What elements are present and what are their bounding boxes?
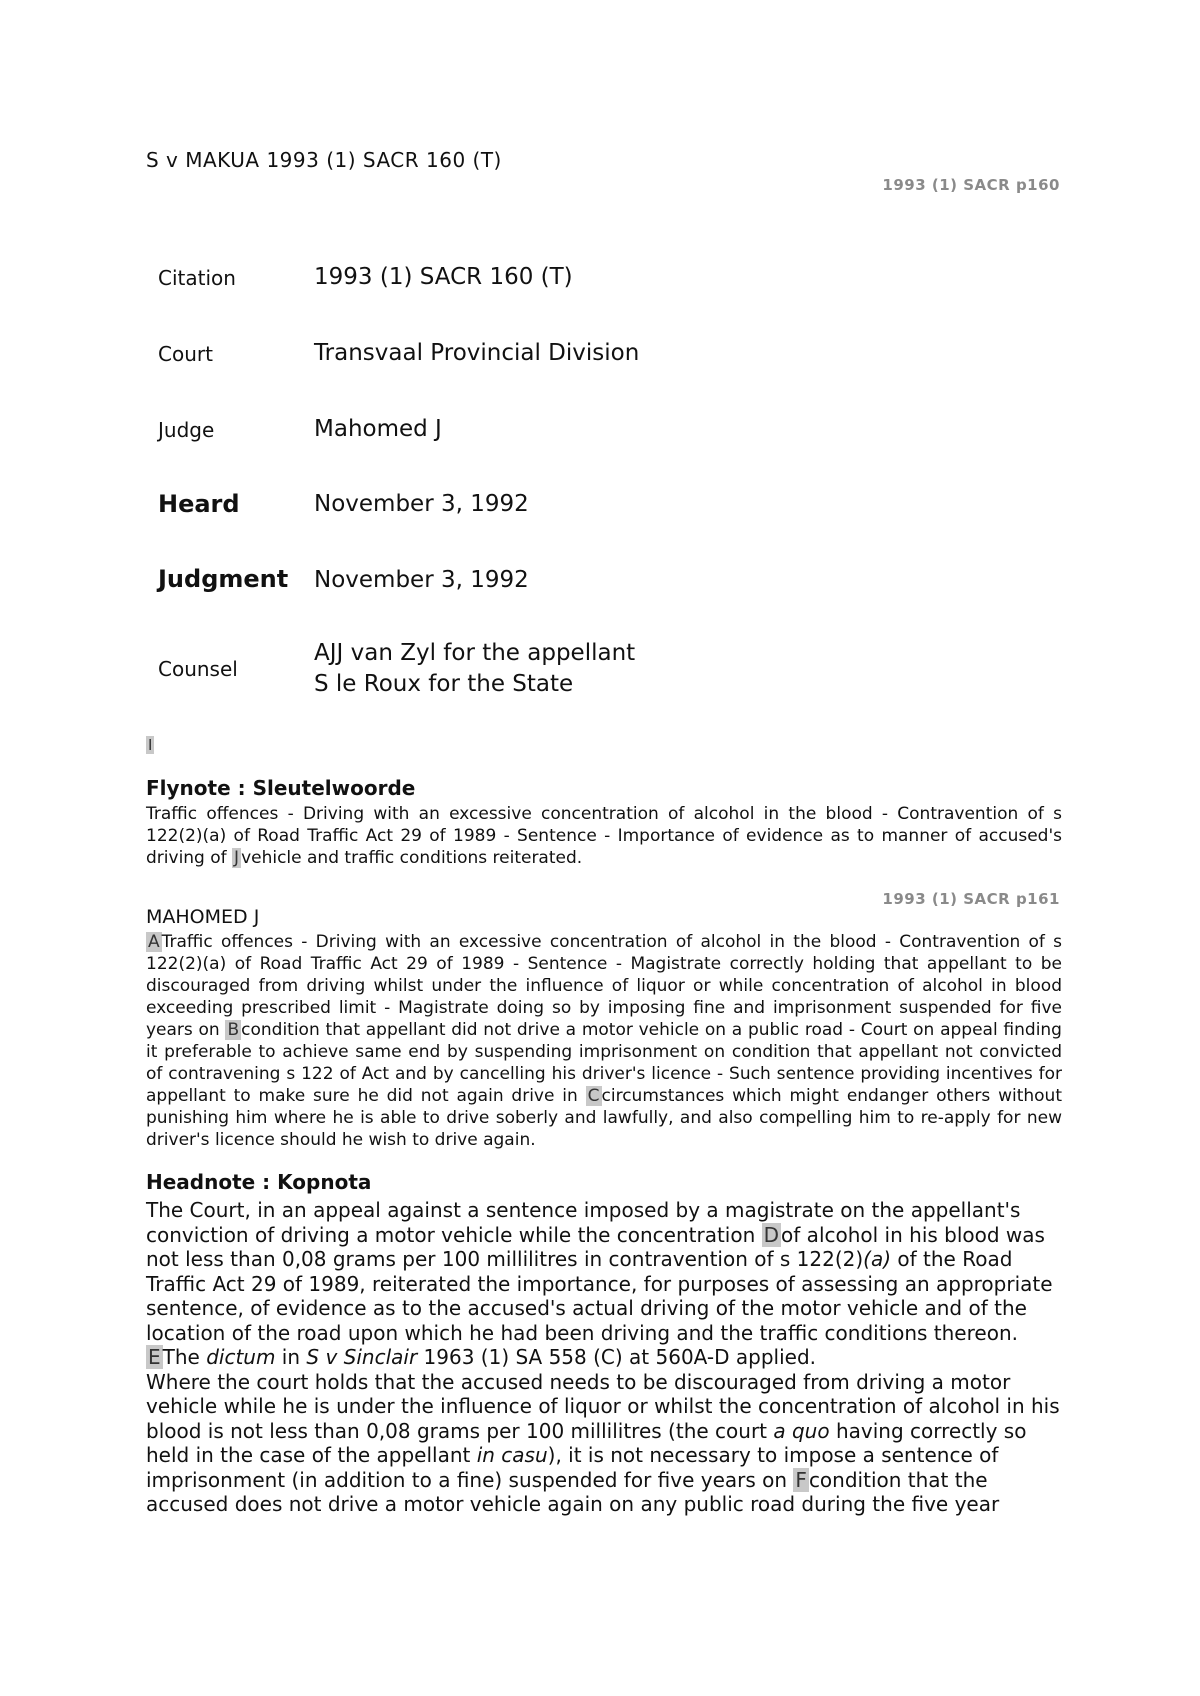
citation-value: 1993 (1) SACR 160 (T)	[314, 264, 573, 290]
heard-value: November 3, 1992	[314, 491, 529, 517]
judgment-label: Judgment	[158, 565, 289, 593]
headnote-paragraph-3: Where the court holds that the accused needs to be discouraged from driving a motor vehicle while he is under the influence of liquor or whilst the concentration of alcohol in his blood is not less than 0,08 grams per 100 millilitres (the court a quo having correctly so held in the case of the appellant in casu), it is not necessary to impose a sentence of imprisonment (in addition to a fine) suspended for five years on F condition that the accused does not drive a motor vehicle again on any public road during the five year	[146, 1369, 1060, 1516]
counsel-appellant: AJJ van Zyl for the appellant	[314, 640, 636, 666]
court-value: Transvaal Provincial Division	[314, 340, 640, 366]
heard-label: Heard	[158, 490, 240, 518]
margin-marker-f: F	[795, 1467, 807, 1492]
judge-label: Judge	[158, 418, 215, 442]
margin-marker-b: B	[227, 1020, 240, 1040]
counsel-label: Counsel	[158, 657, 238, 681]
judge-value: Mahomed J	[314, 416, 442, 442]
margin-marker-d: D	[763, 1222, 780, 1247]
case-title: S v MAKUA 1993 (1) SACR 160 (T)	[146, 148, 502, 172]
headnote-paragraph-2: E The dictum in S v Sinclair 1963 (1) SA 558 (C) at 560A-D applied.	[148, 1345, 816, 1369]
summary-text: A Traffic offences - Driving with an excessive concentration of alcohol in the blood - Contravention of s 122(2)(a) of Road Traffic Act 29 of 1989 - Sentence - Magistrate correctly holding that appellant to be discouraged from driving whilst under the influence of liquor or while concentration of alcohol in blood exceeding prescribed limit - Magistrate doing so by imposing fine and imprisonment suspended for five years on B condition that appellant did not drive a motor vehicle on a public road - Court on appeal finding it preferable to achieve same end by suspending imprisonment on condition that appellant not convicted of contravening s 122 of Act and by cancelling his driver's licence - Such sentence providing incentives for appellant to make sure he did not again drive in C circumstances which might endanger others without punishing him where he is able to drive soberly and lawfully, and also compelling him to re-apply for new driver's licence should he wish to drive again.	[146, 932, 1063, 1150]
judgment-value: November 3, 1992	[314, 567, 529, 593]
citation-label: Citation	[158, 266, 236, 290]
judge-line: MAHOMED J	[146, 906, 260, 928]
margin-marker-e: E	[148, 1345, 161, 1369]
page-reference-p161: 1993 (1) SACR p161	[882, 890, 1060, 908]
counsel-value	[314, 638, 635, 700]
court-label: Court	[158, 342, 213, 366]
counsel-state: S le Roux for the State	[314, 671, 574, 697]
headnote-heading: Headnote : Kopnota	[146, 1170, 372, 1194]
margin-marker-i: I	[148, 736, 153, 754]
page-reference-p160: 1993 (1) SACR p160	[882, 176, 1060, 194]
headnote-paragraph-1: The Court, in an appeal against a sentence imposed by a magistrate on the appellant's conviction of driving a motor vehicle while the concentration D of alcohol in his blood was not less than 0,08 grams per 100 millilitres in contravention of s 122(2)(a) of the Road Traffic Act 29 of 1989, reiterated the importance, for purposes of assessing an appropriate sentence, of evidence as to the accused's actual driving of the motor vehicle and of the location of the road upon which he had been driving and the traffic conditions thereon.	[146, 1198, 1053, 1345]
margin-marker-j: J	[234, 848, 240, 868]
flynote-text: Traffic offences - Driving with an excessive concentration of alcohol in the blood - Contravention of s 122(2)(a) of Road Traffic Act 29 of 1989 - Sentence - Importance of evidence as to manner of accused's driving of J vehicle and traffic conditions reiterated.	[146, 804, 1062, 868]
margin-marker-a: A	[148, 932, 160, 952]
margin-marker-c: C	[587, 1086, 600, 1106]
flynote-heading: Flynote : Sleutelwoorde	[146, 776, 416, 800]
headnote-body	[146, 1198, 1062, 1517]
